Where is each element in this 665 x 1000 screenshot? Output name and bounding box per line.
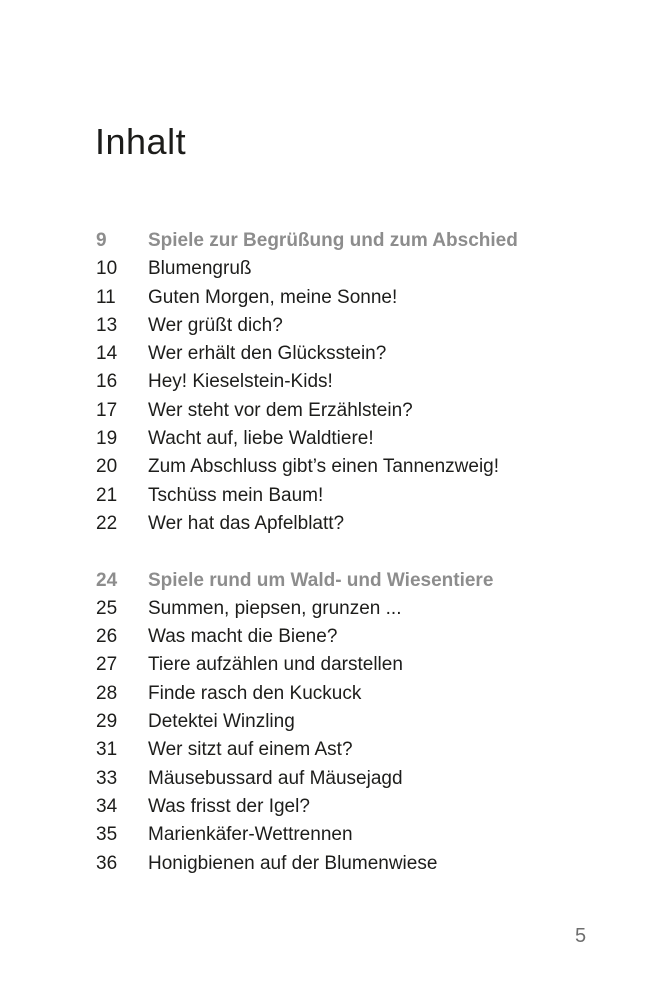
toc-entry-page: 14 <box>96 343 118 365</box>
toc-entry <box>96 255 576 283</box>
toc-entry <box>96 397 576 425</box>
toc-entry-title: Was macht die Biene? <box>148 626 338 648</box>
toc-entry-page: 33 <box>96 767 118 789</box>
toc-entry <box>96 482 576 510</box>
toc-section-heading <box>96 567 576 595</box>
toc-heading-page: 9 <box>96 230 107 251</box>
toc-entry <box>96 453 576 481</box>
toc-entry <box>96 284 576 312</box>
toc-entry-page: 10 <box>96 258 118 280</box>
toc-entry-title: Mäusebussard auf Mäusejagd <box>148 767 403 789</box>
toc-entry <box>96 340 576 368</box>
toc-entry <box>96 821 576 849</box>
toc-entry <box>96 595 576 623</box>
toc-entry <box>96 312 576 340</box>
toc-heading-page: 24 <box>96 569 118 591</box>
toc-entry-page: 36 <box>96 852 118 874</box>
table-of-contents <box>96 227 576 878</box>
toc-entry-page: 31 <box>96 739 118 761</box>
toc-entry-page: 26 <box>96 626 118 648</box>
toc-entry-page: 21 <box>96 484 118 506</box>
toc-entry-title: Marienkäfer-Wettrennen <box>148 824 353 846</box>
toc-entry <box>96 623 576 651</box>
toc-entry-page: 28 <box>96 682 118 704</box>
toc-entry-page: 16 <box>96 371 118 393</box>
toc-entry <box>96 736 576 764</box>
toc-entry <box>96 708 576 736</box>
toc-entry-title: Blumengruß <box>148 258 252 280</box>
toc-heading-title: Spiele zur Begrüßung und zum Abschied <box>148 230 518 251</box>
toc-entry-title: Wer hat das Apfelblatt? <box>148 512 345 534</box>
page-number: 5 <box>575 925 587 947</box>
toc-entry <box>96 425 576 453</box>
toc-entry-page: 22 <box>96 512 118 534</box>
toc-entry-page: 17 <box>96 399 118 421</box>
toc-entry <box>96 765 576 793</box>
toc-entry <box>96 368 576 396</box>
toc-entry-title: Detektei Winzling <box>148 711 295 733</box>
page-title: Inhalt <box>95 121 187 162</box>
toc-entry-title: Tiere aufzählen und darstellen <box>148 654 403 676</box>
toc-entry-title: Zum Abschluss gibt’s einen Tannenzweig! <box>148 456 500 478</box>
toc-entry-title: Wacht auf, liebe Waldtiere! <box>148 428 374 450</box>
toc-entry-title: Wer erhält den Glücksstein? <box>148 343 387 365</box>
toc-entry-title: Tschüss mein Baum! <box>148 484 324 506</box>
toc-entry-title: Was frisst der Igel? <box>148 795 310 817</box>
toc-entry <box>96 651 576 679</box>
toc-entry-page: 34 <box>96 795 118 817</box>
toc-entry-title: Finde rasch den Kuckuck <box>148 682 362 704</box>
toc-heading-title: Spiele rund um Wald- und Wiesentiere <box>148 569 494 591</box>
toc-entry-title: Honigbienen auf der Blumenwiese <box>148 852 438 874</box>
toc-entry-page: 29 <box>96 711 118 733</box>
toc-entry <box>96 510 576 538</box>
toc-entry-page: 27 <box>96 654 118 676</box>
toc-entry <box>96 850 576 878</box>
toc-entry <box>96 680 576 708</box>
toc-entry-page: 35 <box>96 824 118 846</box>
toc-entry-title: Wer grüßt dich? <box>148 314 283 336</box>
toc-entry-page: 13 <box>96 314 118 336</box>
toc-entry-page: 11 <box>96 286 116 308</box>
toc-entry <box>96 793 576 821</box>
toc-entry-title: Wer steht vor dem Erzählstein? <box>148 399 413 421</box>
toc-section <box>96 227 576 538</box>
toc-entry-title: Wer sitzt auf einem Ast? <box>148 739 353 761</box>
toc-entry-page: 25 <box>96 597 118 619</box>
toc-entry-page: 19 <box>96 428 118 450</box>
toc-entry-page: 20 <box>96 456 118 478</box>
toc-entry-title: Hey! Kieselstein-Kids! <box>148 371 333 393</box>
toc-section-heading <box>96 227 576 255</box>
toc-entry-title: Summen, piepsen, grunzen ... <box>148 597 402 619</box>
toc-section <box>96 567 576 878</box>
toc-entry-title: Guten Morgen, meine Sonne! <box>148 286 398 308</box>
